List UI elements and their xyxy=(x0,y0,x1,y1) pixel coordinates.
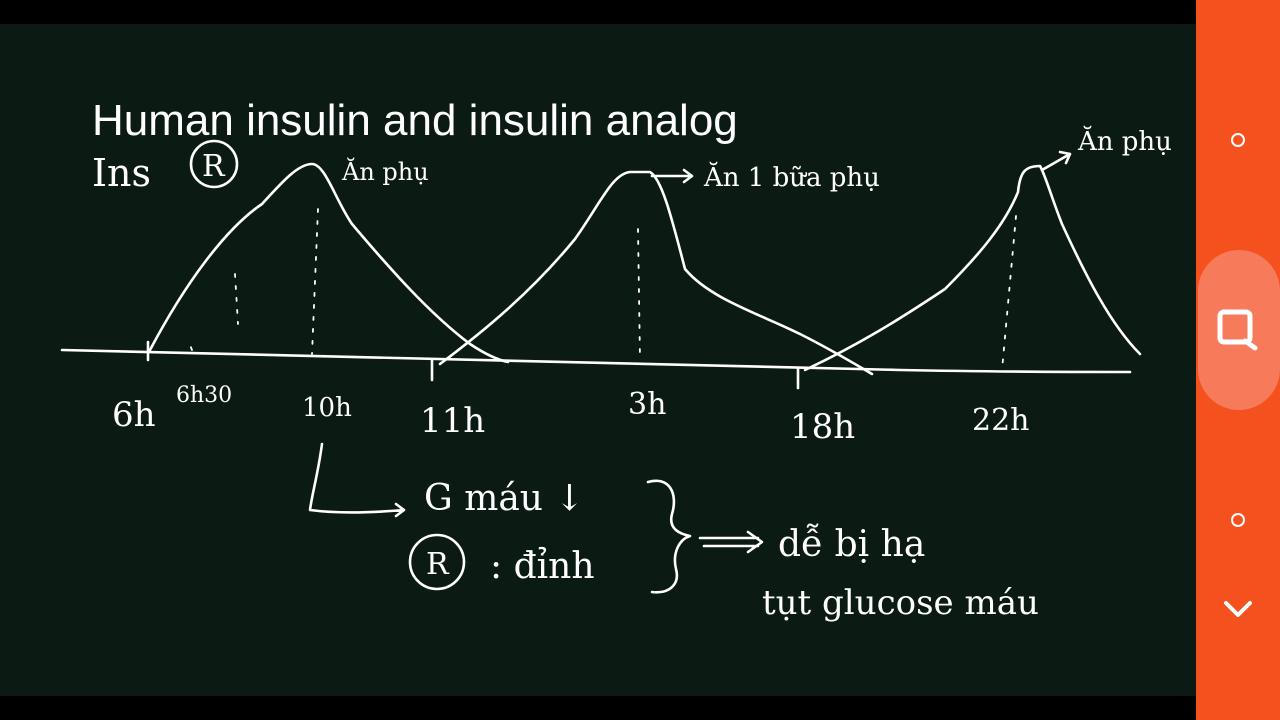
guide-6h30 xyxy=(188,340,192,350)
square-icon xyxy=(1215,307,1261,353)
guide-peak-2 xyxy=(638,229,640,360)
toolbar-button-collapse[interactable] xyxy=(1196,590,1280,630)
circle-icon xyxy=(1231,513,1245,527)
time-axis xyxy=(62,350,1130,372)
insulin-curve-drawing xyxy=(0,24,1196,696)
bracket-10h xyxy=(310,444,404,516)
time-label-11h: 11h xyxy=(420,401,486,441)
toolbar-button-3[interactable] xyxy=(1196,504,1280,536)
note-peak: : đỉnh xyxy=(490,546,595,587)
slide-title: Human insulin and insulin analog xyxy=(92,96,738,145)
meal-note-1: Ăn phụ xyxy=(342,158,429,186)
time-label-10h: 10h xyxy=(302,393,352,423)
curly-brace xyxy=(648,481,690,592)
circle-icon xyxy=(1231,133,1245,147)
insulin-label: Ins xyxy=(92,151,151,195)
guide-curve-1 xyxy=(235,274,238,324)
meal-note-3: Ăn phụ xyxy=(1078,127,1172,157)
blackboard xyxy=(0,24,1196,696)
note-result-2: tụt glucose máu xyxy=(762,583,1039,623)
time-label-3h: 3h xyxy=(628,387,667,422)
arrow-meal-3 xyxy=(1042,152,1070,170)
curve-peak-1 xyxy=(150,164,508,362)
time-label-6h30: 6h30 xyxy=(176,383,233,408)
guide-peak-1 xyxy=(312,209,318,354)
time-label-18h: 18h xyxy=(790,407,856,447)
guide-peak-3 xyxy=(1002,216,1016,370)
side-toolbar xyxy=(1196,0,1280,720)
chevron-down-icon xyxy=(1222,599,1254,621)
toolbar-button-1[interactable] xyxy=(1196,124,1280,156)
toolbar-button-active[interactable] xyxy=(1196,302,1280,358)
note-glucose: G máu ↓ xyxy=(424,478,585,519)
regular-symbol: R xyxy=(202,149,225,184)
time-label-6h: 6h xyxy=(112,395,156,435)
regular-symbol-2: R xyxy=(426,547,449,582)
time-label-22h: 22h xyxy=(972,403,1030,438)
arrow-result xyxy=(700,532,762,552)
curve-peak-2 xyxy=(440,172,872,374)
curve-peak-3 xyxy=(805,166,1140,370)
meal-note-2: Ăn 1 bữa phụ xyxy=(704,163,880,193)
note-result-1: dễ bị hạ xyxy=(778,524,926,565)
